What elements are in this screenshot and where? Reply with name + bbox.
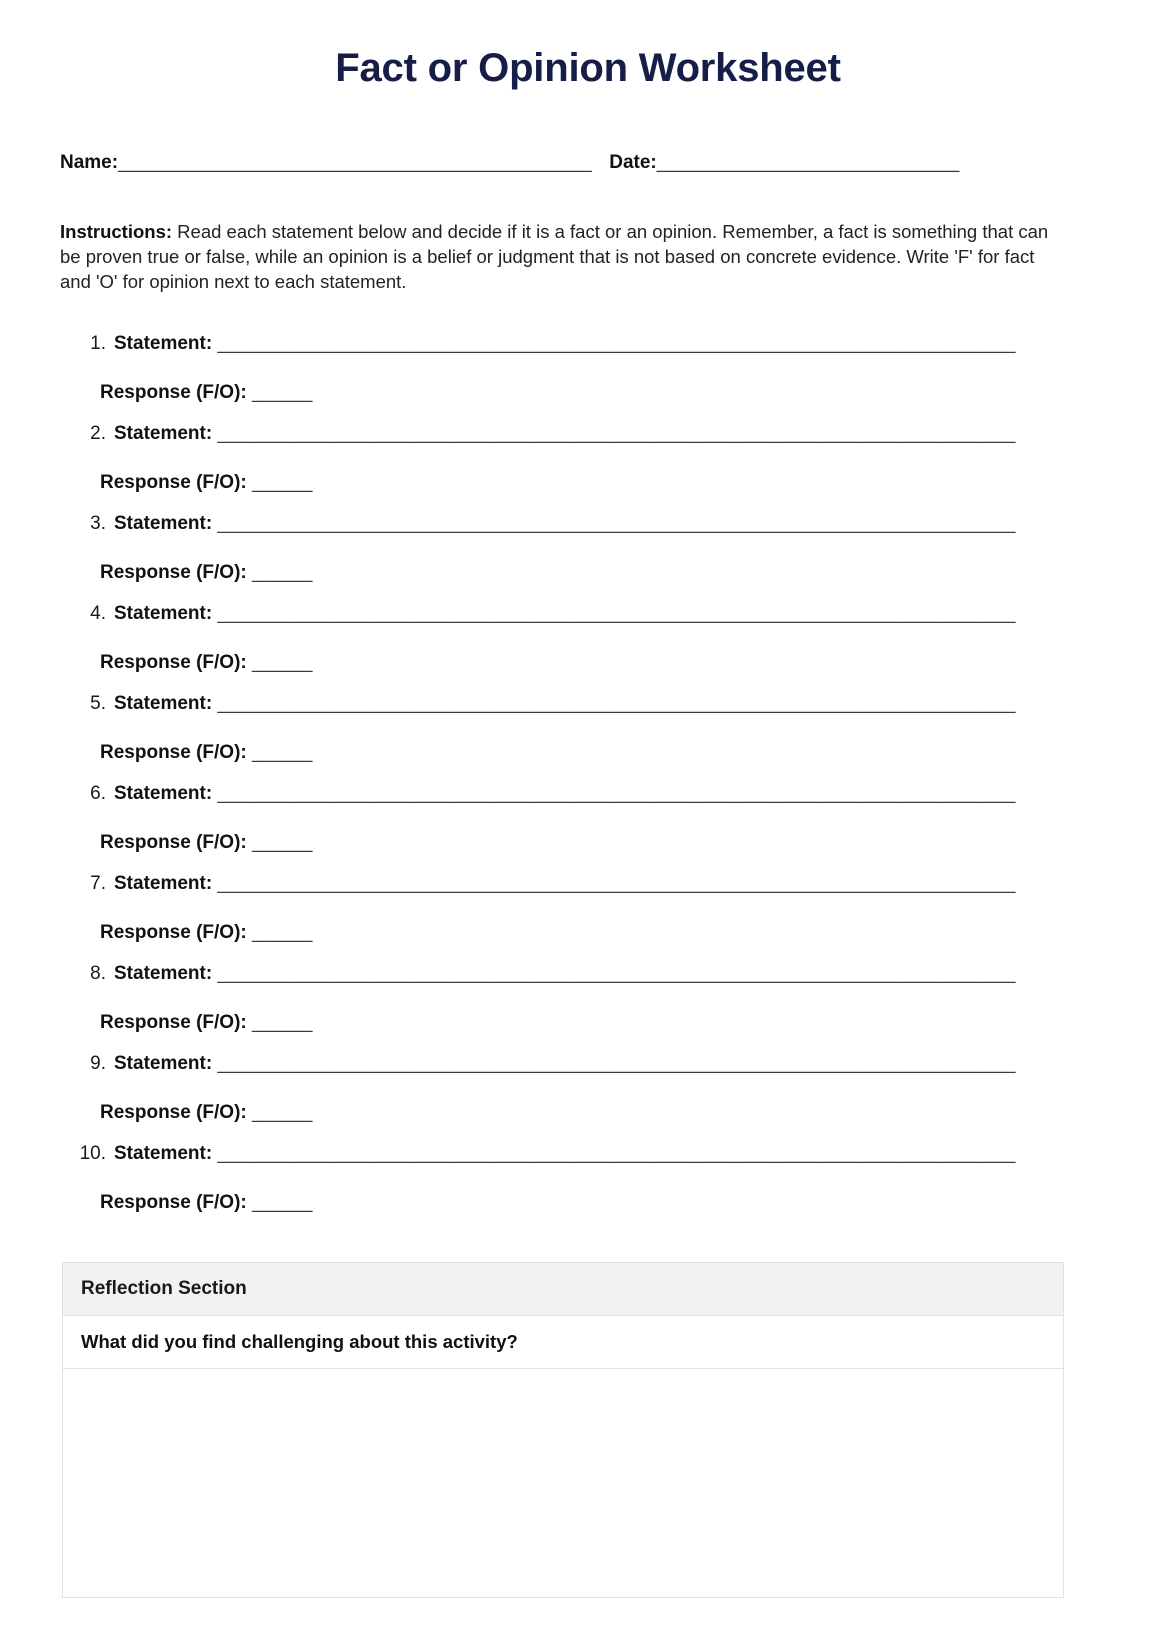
statement-input-blank[interactable]: ________________________________________________________________________________ xyxy=(217,423,1015,444)
response-label: Response (F/O): xyxy=(100,742,247,763)
statement-row xyxy=(60,603,1066,631)
statement-item xyxy=(60,693,1066,783)
reflection-question: What did you find challenging about this activity? xyxy=(63,1316,1063,1369)
response-row xyxy=(60,1192,1066,1214)
statement-item xyxy=(60,1143,1066,1233)
statement-items-list xyxy=(60,333,1066,1233)
response-label: Response (F/O): xyxy=(100,652,247,673)
response-label: Response (F/O): xyxy=(100,1012,247,1033)
statement-label: Statement: xyxy=(114,513,213,534)
name-date-row xyxy=(60,152,1066,174)
statement-item xyxy=(60,1053,1066,1143)
statement-item xyxy=(60,963,1066,1053)
response-label: Response (F/O): xyxy=(100,832,247,853)
statement-item xyxy=(60,423,1066,513)
response-input-blank[interactable]: ______ xyxy=(252,742,312,763)
response-label: Response (F/O): xyxy=(100,562,247,583)
response-label: Response (F/O): xyxy=(100,382,247,403)
statement-input-blank[interactable]: ________________________________________________________________________________ xyxy=(217,513,1015,534)
response-label: Response (F/O): xyxy=(100,1102,247,1123)
response-row xyxy=(60,472,1066,494)
item-number: 8. xyxy=(90,963,106,984)
name-input-blank[interactable]: _______________________________________________ xyxy=(118,152,592,173)
reflection-section xyxy=(62,1262,1064,1598)
statement-input-blank[interactable]: ________________________________________________________________________________ xyxy=(217,693,1015,714)
item-number: 6. xyxy=(90,783,106,804)
response-input-blank[interactable]: ______ xyxy=(252,472,312,493)
response-row xyxy=(60,922,1066,944)
item-number: 2. xyxy=(90,423,106,444)
item-number: 7. xyxy=(90,873,106,894)
instructions-text: Read each statement below and decide if it is a fact or an opinion. Remember, a fact is something that can be proven true or false, while an opinion is a belief or judgment that is not based on concrete evidence. Write 'F' for fact and 'O' for opinion next to each statement. xyxy=(60,221,1049,292)
response-row xyxy=(60,742,1066,764)
statement-label: Statement: xyxy=(114,1053,213,1074)
statement-row xyxy=(60,1053,1066,1081)
statement-input-blank[interactable]: ________________________________________________________________________________ xyxy=(217,333,1015,354)
page-title: Fact or Opinion Worksheet xyxy=(335,46,841,90)
statement-row xyxy=(60,873,1066,901)
reflection-answer-box[interactable] xyxy=(63,1369,1063,1597)
response-input-blank[interactable]: ______ xyxy=(252,562,312,583)
response-label: Response (F/O): xyxy=(100,922,247,943)
statement-item xyxy=(60,873,1066,963)
statement-label: Statement: xyxy=(114,423,213,444)
statement-item xyxy=(60,603,1066,693)
name-label: Name: xyxy=(60,152,119,173)
response-label: Response (F/O): xyxy=(100,1192,247,1213)
response-input-blank[interactable]: ______ xyxy=(252,1102,312,1123)
statement-row xyxy=(60,693,1066,721)
item-number: 5. xyxy=(90,693,106,714)
response-input-blank[interactable]: ______ xyxy=(252,652,312,673)
instructions-label: Instructions: xyxy=(60,221,173,242)
statement-row xyxy=(60,783,1066,811)
statement-label: Statement: xyxy=(114,603,213,624)
item-number: 10. xyxy=(79,1143,106,1164)
response-input-blank[interactable]: ______ xyxy=(252,922,312,943)
statement-item xyxy=(60,333,1066,423)
statement-row xyxy=(60,333,1066,361)
statement-label: Statement: xyxy=(114,783,213,804)
item-number: 9. xyxy=(90,1053,106,1074)
statement-input-blank[interactable]: ________________________________________________________________________________ xyxy=(217,603,1015,624)
response-input-blank[interactable]: ______ xyxy=(252,832,312,853)
statement-input-blank[interactable]: ________________________________________________________________________________ xyxy=(217,963,1015,984)
statement-item xyxy=(60,783,1066,873)
statement-label: Statement: xyxy=(114,873,213,894)
response-row xyxy=(60,562,1066,584)
statement-label: Statement: xyxy=(114,1143,213,1164)
instructions-paragraph xyxy=(60,219,1060,294)
statement-label: Statement: xyxy=(114,333,213,354)
date-input-blank[interactable]: ______________________________ xyxy=(656,152,959,173)
response-input-blank[interactable]: ______ xyxy=(252,1192,312,1213)
item-number: 3. xyxy=(90,513,106,534)
statement-row xyxy=(60,423,1066,451)
statement-label: Statement: xyxy=(114,963,213,984)
statement-row xyxy=(60,513,1066,541)
statement-item xyxy=(60,513,1066,603)
statement-row xyxy=(60,963,1066,991)
reflection-header: Reflection Section xyxy=(63,1263,1063,1316)
response-row xyxy=(60,652,1066,674)
statement-label: Statement: xyxy=(114,693,213,714)
item-number: 4. xyxy=(90,603,106,624)
statement-input-blank[interactable]: ________________________________________________________________________________ xyxy=(217,1143,1015,1164)
response-row xyxy=(60,382,1066,404)
statement-input-blank[interactable]: ________________________________________________________________________________ xyxy=(217,1053,1015,1074)
statement-input-blank[interactable]: ________________________________________________________________________________ xyxy=(217,783,1015,804)
item-number: 1. xyxy=(90,333,106,354)
response-label: Response (F/O): xyxy=(100,472,247,493)
response-input-blank[interactable]: ______ xyxy=(252,1012,312,1033)
response-row xyxy=(60,1102,1066,1124)
response-input-blank[interactable]: ______ xyxy=(252,382,312,403)
date-label: Date: xyxy=(609,152,657,173)
response-row xyxy=(60,832,1066,854)
statement-input-blank[interactable]: ________________________________________________________________________________ xyxy=(217,873,1015,894)
response-row xyxy=(60,1012,1066,1034)
statement-row xyxy=(60,1143,1066,1171)
